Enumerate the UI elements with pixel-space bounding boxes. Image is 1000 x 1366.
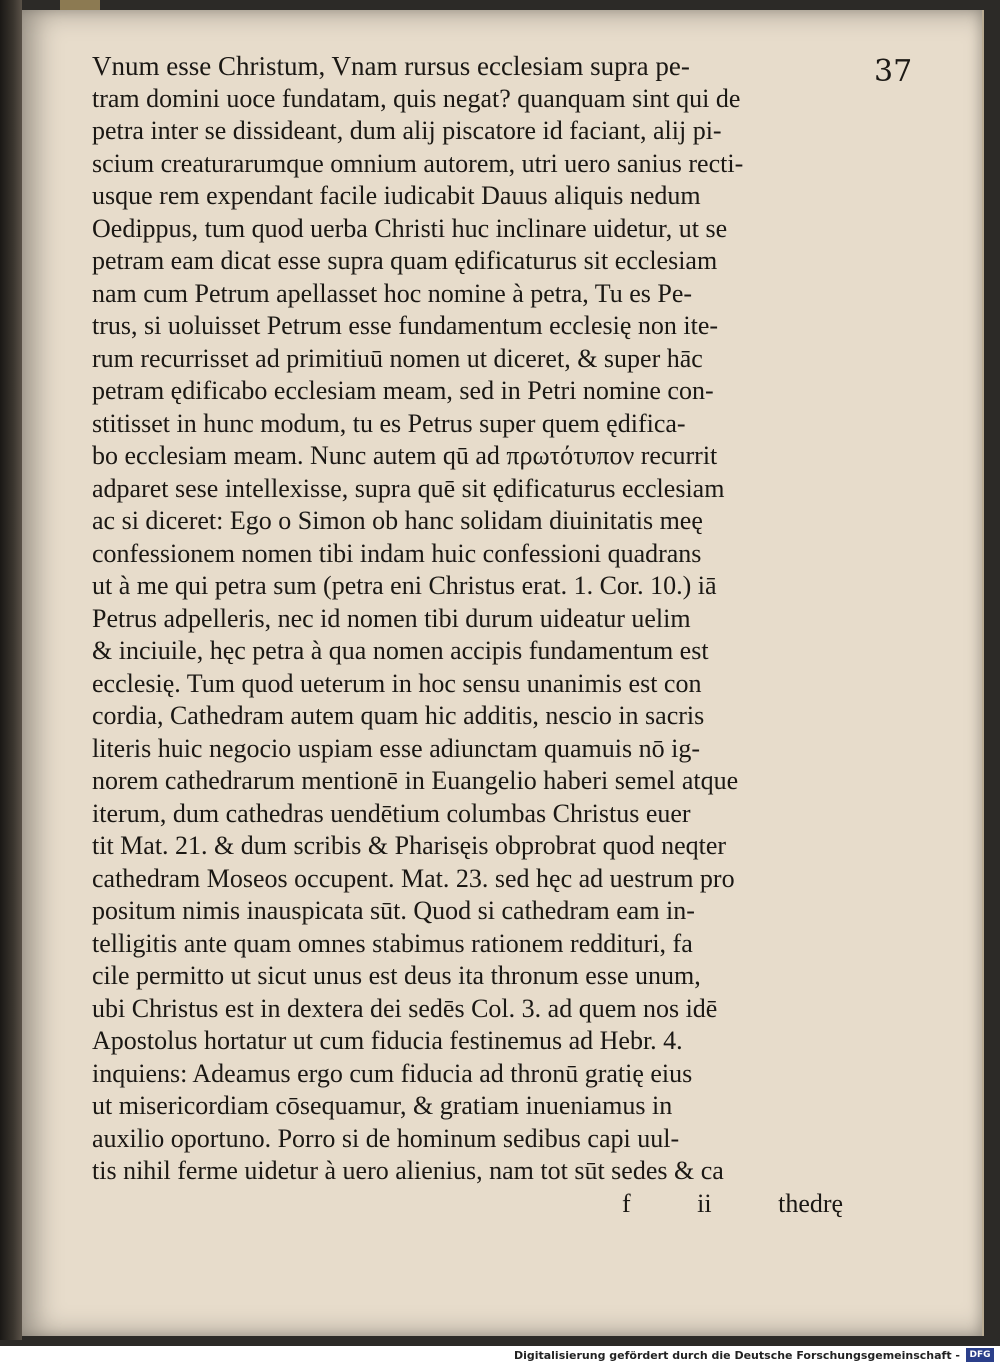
text-line: telligitis ante quam omnes stabimus rationem reddituri, fa: [92, 928, 693, 958]
text-line: petra inter se dissideant, dum alij piscatore id faciant, alij pi-: [92, 116, 722, 145]
text-line: cordia, Cathedram autem quam hic additis, nescio in sacris: [92, 701, 705, 730]
text-line: stitisset in hunc modum, tu es Petrus super quem ędifica-: [92, 408, 686, 438]
binding-edge: [0, 0, 22, 1340]
text-line: rum recurrisset ad primitiuū nomen ut diceret, & super hāc: [92, 343, 703, 373]
text-line: Vnum esse Christum, Vnam rursus ecclesiam supra pe-: [92, 51, 690, 81]
page-number: 37: [874, 54, 913, 89]
text-line: Oedippus, tum quod uerba Christi huc inclinare uidetur, ut se: [92, 213, 728, 243]
text-line: Apostolus hortatur ut cum fiducia festinemus ad Hebr. 4.: [92, 1026, 683, 1055]
text-line: literis huic negocio uspiam esse adiunctam quamuis nō ig-: [92, 733, 700, 763]
text-line: positum nimis inauspicata sūt. Quod si cathedram eam in-: [92, 896, 695, 925]
text-line: ut à me qui petra sum (petra eni Christus erat. 1. Cor. 10.) iā: [92, 571, 717, 600]
body-text: [92, 50, 862, 1220]
text-line: tram domini uoce fundatam, quis negat? quanquam sint qui de: [92, 83, 741, 113]
text-line: adparet sese intellexisse, supra quē sit ędificaturus ecclesiam: [92, 473, 725, 503]
text-line: ut misericordiam cōsequamur, & gratiam inueniamus in: [92, 1091, 673, 1120]
catchwords: f ii thedrę: [622, 1188, 844, 1218]
text-line: petram eam dicat esse supra quam ędificaturus sit ecclesiam: [92, 246, 718, 275]
text-line: ubi Christus est in dextera dei sedēs Col. 3. ad quem nos idē: [92, 993, 718, 1023]
text-line: inquiens: Adeamus ergo cum fiducia ad thronū gratię eius: [92, 1058, 693, 1088]
text-line: confessionem nomen tibi indam huic confessioni quadrans: [92, 538, 702, 568]
text-line: iterum, dum cathedras uendētium columbas Christus euer: [92, 798, 691, 828]
dfg-logo: DFG: [966, 1348, 994, 1362]
text-line: cathedram Moseos occupent. Mat. 23. sed hęc ad uestrum pro: [92, 863, 735, 893]
text-line: cile permitto ut sicut unus est deus ita thronum esse unum,: [92, 961, 701, 990]
book-page: [22, 10, 984, 1336]
text-line: tit Mat. 21. & dum scribis & Pharisęis obprobrat quod neqter: [92, 831, 727, 860]
footer-bar: [0, 1346, 1000, 1366]
text-line: petram ędificabo ecclesiam meam, sed in Petri nomine con-: [92, 376, 714, 405]
footer-credit: Digitalisierung gefördert durch die Deutsche Forschungsgemeinschaft -: [513, 1349, 960, 1362]
text-line: tis nihil ferme uidetur à uero alienius, nam tot sūt sedes & ca: [92, 1156, 724, 1185]
text-line: & inciuile, hęc petra à qua nomen accipis fundamentum est: [92, 636, 709, 665]
text-line: auxilio oportuno. Porro si de hominum sedibus capi uul-: [92, 1123, 680, 1153]
text-line: nam cum Petrum apellasset hoc nomine à petra, Tu es Pe-: [92, 278, 693, 308]
text-line: ac si diceret: Ego o Simon ob hanc solidam diuinitatis meę: [92, 506, 703, 535]
text-line: bo ecclesiam meam. Nunc autem qū ad πρωτότυπον recurrit: [92, 441, 718, 470]
text-line: Petrus adpelleris, nec id nomen tibi durum uideatur uelim: [92, 603, 691, 633]
text-line: norem cathedrarum mentionē in Euangelio haberi semel atque: [92, 766, 739, 795]
text-line: scium creaturarumque omnium autorem, utri uero sanius recti-: [92, 148, 744, 178]
text-line: trus, si uoluisset Petrum esse fundamentum ecclesię non ite-: [92, 311, 719, 340]
text-line: ecclesię. Tum quod ueterum in hoc sensu unanimis est con: [92, 668, 702, 698]
text-line: usque rem expendant facile iudicabit Dauus aliquis nedum: [92, 181, 701, 210]
